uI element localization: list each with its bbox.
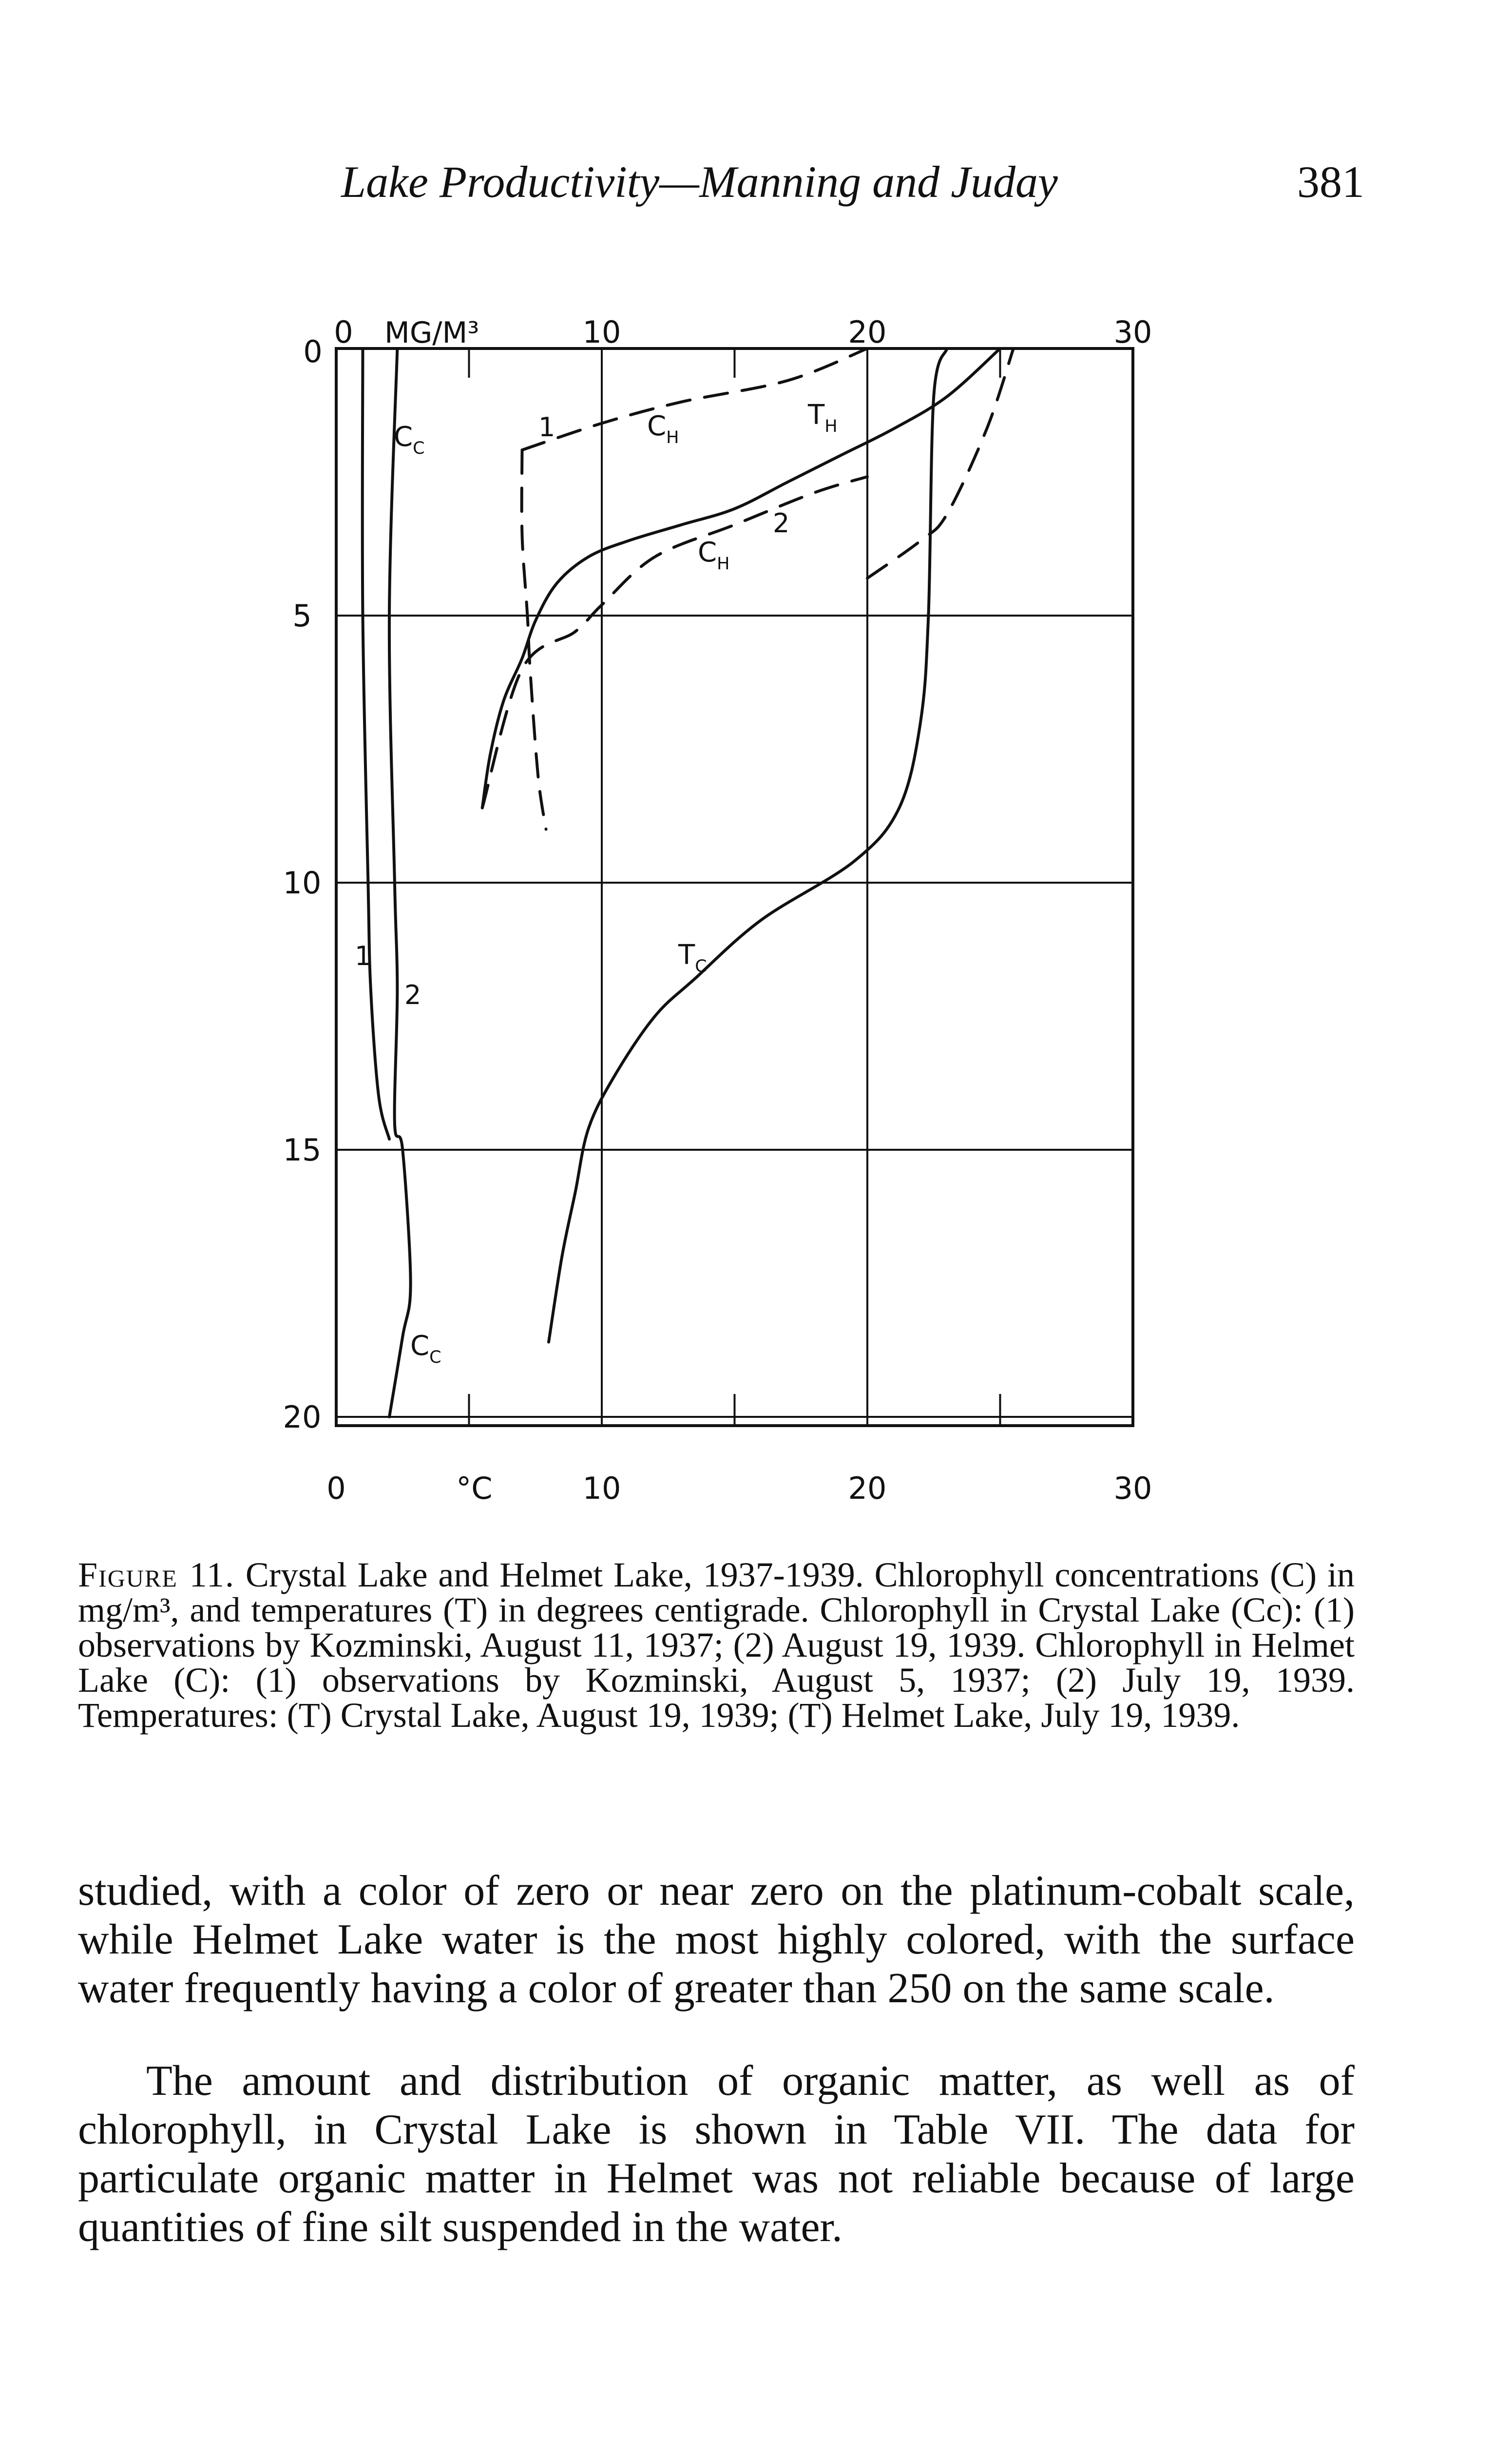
corner-label: 0 (303, 334, 323, 369)
running-title: Lake Productivity—Manning and Juday (341, 157, 1058, 207)
y-tick-label-10: 10 (283, 865, 322, 901)
bottom-tick-label-10: 10 (582, 1470, 621, 1506)
curve-number-2-crystal: 2 (404, 980, 421, 1010)
top-tick-label-30: 30 (1113, 314, 1152, 350)
bottom-tick-label-0: 0 (326, 1470, 346, 1506)
curve-number-1-helmet: 1 (538, 412, 555, 443)
curve-label-ch-1: $C_H$ (647, 410, 679, 447)
curve-number-1-crystal: 1 (355, 941, 372, 971)
curve-label-th: $T_H$ (808, 399, 838, 436)
series-line-ch-2 (867, 348, 1014, 578)
y-tick-label-15: 15 (283, 1132, 322, 1168)
bottom-tick-label-30: 30 (1113, 1470, 1152, 1506)
y-tick-label-20: 20 (283, 1399, 322, 1435)
bottom-tick-label-20: 20 (848, 1470, 887, 1506)
curve-label-tc: $T_C$ (678, 939, 707, 976)
series-line-tc (549, 348, 947, 1342)
curve-number-2-helmet: 2 (773, 508, 790, 539)
bottom-axis-unit-label: °C (456, 1470, 493, 1506)
chart-labels (283, 314, 1152, 1506)
y-tick-label-5: 5 (292, 598, 312, 634)
curve-label-cc-top: $C_C$ (394, 421, 425, 458)
figure-caption (78, 1557, 1355, 1733)
top-axis-unit-label: MG/M³ (384, 316, 479, 350)
figure-caption-text: Crystal Lake and Helmet Lake, 1937-1939. Chlorophyll concentrations (C) in mg/m³, and temperatures (T) in degrees centigrade. Chlorophyll in Crystal Lake (Cc): (1) observations by Kozminski, August 11, 1937; (2) August 19, 1939. Chlorophyll in Helmet Lake (C): (1) observations by Kozminski, August 5, 1937; (2) July 19, 1939. Temperatures: (T) Crystal Lake, August 19, 1939; (T) Helmet Lake, July 19, 1939. (78, 1555, 1355, 1735)
paragraph-1: studied, with a color of zero or near zero on the platinum-cobalt scale, while Helmet Lake water is the most highly colored, with the surface water frequently having a color of greater than 250 on the same scale. (78, 1867, 1355, 2012)
top-tick-label-0: 0 (334, 314, 353, 350)
curve-label-ch-2: $C_H$ (698, 537, 730, 574)
top-tick-label-20: 20 (848, 314, 887, 350)
series-line-ch-1-drop (522, 450, 546, 829)
series-line-cc-1 (363, 348, 389, 1139)
figure-label: Figure 11. (78, 1555, 235, 1594)
top-tick-label-10: 10 (582, 314, 621, 350)
body-text (78, 1867, 1355, 2252)
series-line-th (482, 348, 1000, 808)
paragraph-2: The amount and distribution of organic matter, as well as of chlorophyll, in Crystal Lake is shown in Table VII. The data for particulate organic matter in Helmet was not reliable because of large quantities of fine silt suspended in the water. (78, 2057, 1355, 2251)
curve-label-cc-bottom: $C_C$ (410, 1330, 441, 1367)
page-number: 381 (1297, 157, 1364, 207)
